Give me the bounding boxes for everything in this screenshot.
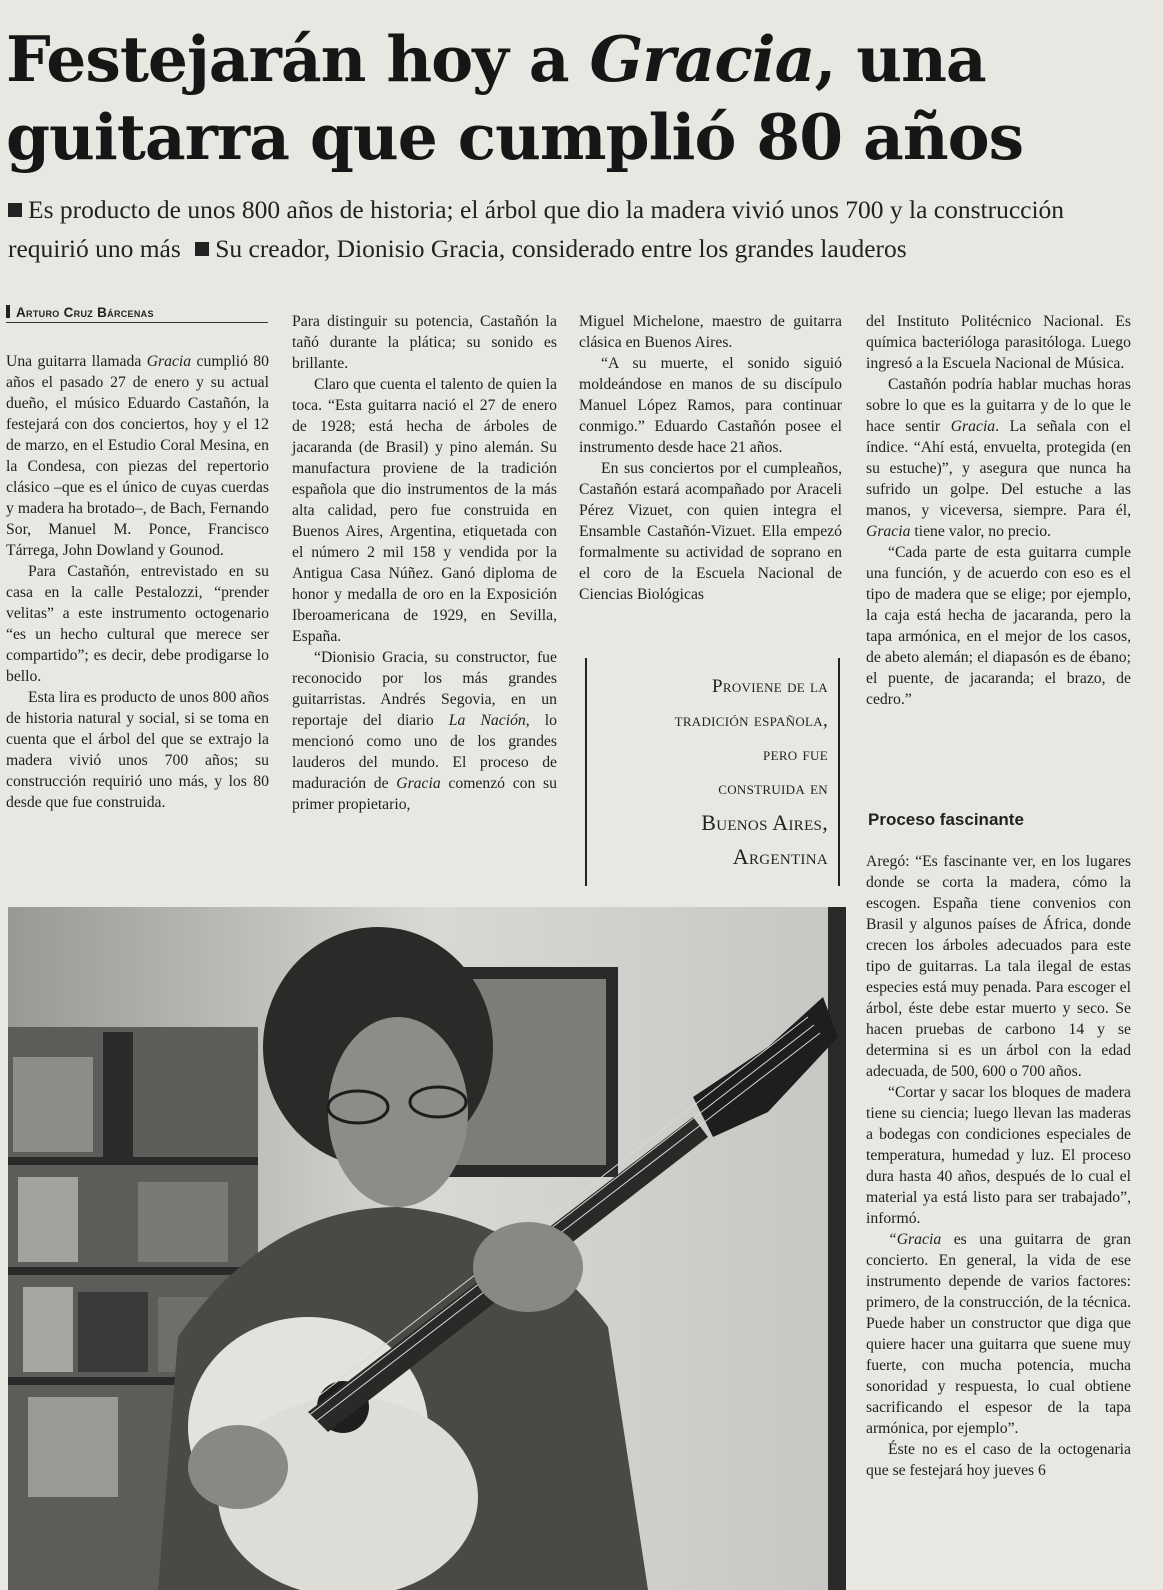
text: . La señala con el índice. “Ahí está, envuelta, protegida (en su estuche)”, y asegura que nunca ha sufrido un golpe. Del estuche a las manos, y viceversa, siempre. Para él,: [866, 418, 1131, 519]
paragraph: Miguel Michelone, maestro de guitarra clásica en Buenos Aires.: [579, 313, 842, 351]
paragraph: “Cada parte de esta guitarra cumple una función, y de acuerdo con eso es el tipo de madera que se elige; por ejemplo, la caja está hecha de jacaranda, pero la tapa armónica, en el mejor de los casos, de abeto alemán; el diapasón es de ébano; el puente, de jacaranda; el brazo, de cedro.”: [866, 544, 1131, 708]
text-italic: La Nación: [448, 712, 526, 729]
deck-part2: Su creador, Dionisio Gracia, considerado entre los grandes lauderos: [215, 234, 907, 263]
deck-part1: Es producto de unos 800 años de historia; el árbol que dio la madera vivió unos 700 y la construcción requirió uno más: [8, 195, 1065, 263]
paragraph: del Instituto Politécnico Nacional. Es química bacterióloga parasitóloga. Luego ingresó a la Escuela Nacional de Música.: [866, 313, 1131, 372]
paragraph: Para Castañón, entrevistado en su casa en la calle Pestalozzi, “prender velitas” a este instrumento octogenario “es un hecho cultural que merece ser compartido”; es decir, debe prodigarse lo bello.: [6, 563, 269, 685]
byline: [6, 305, 268, 323]
paragraph: “A su muerte, el sonido siguió moldeándose en manos de su discípulo Manuel López Ramos, para continuar conmigo.” Eduardo Castañón posee el instrumento desde hace 21 años.: [579, 355, 842, 456]
text: cumplió 80 años el pasado 27 de enero y su actual dueño, el músico Eduardo Castañón, la festejará con dos conciertos, hoy y el 12 de marzo, en el Estudio Coral Mesina, en la Condesa, con piezas del repertorio clásico –que es el único de cuyas cuerdas y madera ha brotado–, de Bach, Fernando Sor, Manuel M. Ponce, Francisco Tárrega, John Dowland y Gounod.: [6, 353, 269, 559]
paragraph: Para distinguir su potencia, Castañón la tañó durante la plática; su sonido es brillante.: [292, 313, 557, 372]
text-italic: Gracia: [950, 418, 996, 435]
pull-quote-line: tradición española,: [674, 710, 828, 731]
text-italic: Gracia: [866, 523, 911, 540]
pull-quote-line: construida en: [718, 778, 828, 799]
text-italic: “Gracia: [888, 1231, 942, 1248]
text-italic: Gracia: [396, 775, 441, 792]
byline-bar-icon: [6, 305, 10, 318]
guitarist-photo-illustration: [8, 907, 846, 1590]
paragraph: [6, 351, 269, 561]
headline-line1-italic: Gracia: [589, 22, 815, 96]
pull-quote-line: Buenos Aires,: [701, 810, 828, 835]
headline-line1-post: , una: [814, 22, 986, 96]
text: comenzó con su primer propietario,: [292, 775, 557, 813]
text: , lo mencionó como uno de los grandes lauderos del mundo. El proceso de maduración de: [292, 712, 558, 792]
column-4-continued: [866, 851, 1131, 1481]
pull-quote-line: pero fue: [763, 744, 828, 765]
deck: [8, 190, 1148, 268]
paragraph: Claro que cuenta el talento de quien la toca. “Esta guitarra nació el 27 de enero de 1928; está hecha de árboles de jacaranda (de Brasil) y pino alemán. Su manufactura proviene de la tradición española que dio instrumentos de la más alta calidad, pero fue construida en Buenos Aires, Argentina, etiquetada con el número 2 mil 158 y vendida por la Antigua Casa Núñez. Ganó diploma de honor y medalla de oro en la Exposición Iberoamericana de 1929, en Sevilla, España.: [292, 376, 557, 645]
headline-line2: guitarra que cumplió 80 años: [6, 100, 1024, 174]
paragraph: “Cortar y sacar los bloques de madera tiene su ciencia; luego llevan las maderas a bodegas con condiciones especiales de temperatura, humedad y luz. El proceso dura hasta 40 años, después de lo cual el material ya está listo para ser trabajado”, informó.: [866, 1084, 1131, 1227]
byline-author: Arturo Cruz Bárcenas: [16, 305, 154, 320]
bullet-square-icon: [195, 242, 209, 256]
paragraph: Esta lira es producto de unos 800 años de historia natural y social, si se toma en cuenta que el árbol del que se extrajo la madera vivió unos 700 años; su construcción requirió uno más, y los 80 desde que fue construida.: [6, 689, 269, 811]
text: “Dionisio Gracia, su constructor, fue reconocido por los más grandes guitarristas. Andrés Segovia, en un reportaje del diario: [292, 649, 557, 729]
text: es una guitarra de gran concierto. En general, la vida de ese instrumento depende de varios factores: primero, de la construcción, de la técnica. Puede haber un constructor que diga que quiere hacer una guitarra que suene muy fuerte, con mucha potencia, mucha sonoridad y respuesta, lo cual obtiene sacrificando el espesor de la tapa armónica, por ejemplo”.: [866, 1231, 1131, 1437]
paragraph: Éste no es el caso de la octogenaria que se festejará hoy jueves 6: [866, 1441, 1131, 1479]
paragraph: [292, 647, 557, 815]
pull-quote-line: Argentina: [732, 844, 828, 869]
subhead: Proceso fascinante: [868, 810, 1024, 829]
paragraph: En sus conciertos por el cumpleaños, Castañón estará acompañado por Araceli Pérez Vizuet, con quien integra el Ensamble Castañón-Vizuet. Ella empezó formalmente su actividad de soprano en el coro de la Escuela Nacional de Ciencias Biológicas: [579, 460, 842, 603]
paragraph: [866, 1229, 1131, 1439]
text: Una guitarra llamada: [6, 353, 147, 370]
column-1: [6, 351, 269, 813]
column-2: [292, 311, 557, 815]
text: Castañón podría hablar muchas horas sobre lo que es la guitarra y de lo que le hace sentir: [866, 376, 1131, 435]
paragraph: [866, 374, 1131, 542]
column-4: [866, 311, 1131, 710]
pull-quote: [585, 658, 840, 886]
column-3: [579, 311, 842, 605]
bullet-square-icon: [8, 203, 22, 217]
paragraph: Aregó: “Es fascinante ver, en los lugares donde se corta la madera, cómo la escogen. España tiene convenios con Brasil y algunos países de África, donde crecen los árboles adecuados para este tipo de guitarras. La tala ilegal de estas especies está muy penada. Para escoger el árbol, éste debe estar muerto y seco. Se hacen pruebas de carbono 14 y se determina si es un árbol con la edad adecuada, de 500, 600 o 700 años.: [866, 853, 1131, 1080]
headline: [6, 20, 1136, 176]
pull-quote-line: Proviene de la: [712, 676, 828, 697]
headline-line1-pre: Festejarán hoy a: [6, 22, 590, 96]
text: tiene valor, no precio.: [910, 523, 1051, 540]
guitarist-photo: [8, 907, 846, 1590]
text-italic: Gracia: [146, 353, 192, 370]
